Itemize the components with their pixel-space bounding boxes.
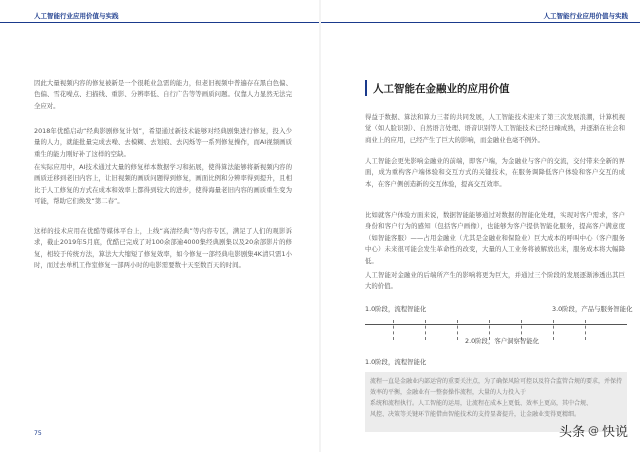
timeline-stage-2: 2.0阶段，客户洞察智能化 [465, 337, 540, 345]
left-paragraph-2: 2018年优酷启动“经典影剧修复计划”，希望通过新技术能够对经典剧集进行修复，投入少量的人力，就能批量完成去噪、去模糊、去划痕、去闪烁等一系列修复操作，而AI视频画质重生的能力刚好补了这样的空缺。 [34, 127, 292, 158]
watermark [559, 421, 628, 440]
highlight-box-line-1: 流程一直是金融业内部运营的重要关注点，为了确保风险可控以及符合监管合规的要求，并保持效率的平衡，金融业有一整套操作流程，大量的人力投入于 [370, 378, 623, 396]
left-paragraph-3: 在实际应用中，AI技术通过大量的修复样本数据学习和拓展，使得算法能够将新视频内容的画质迁移到老旧内容上，让旧视频的画质问题得到修复，画面比例和分辨率得到提升，且相比于人工修复的方式在成本和效率上都得到较大的进步，使得海量老旧内容的画质重生变为可能，帮助它们焕发“第二春”。 [34, 163, 292, 206]
left-page [0, 0, 319, 452]
right-header-title: 人工智能行业应用价值与实践 [543, 12, 628, 20]
watermark-left: 头条 [558, 425, 585, 440]
timeline-marker-1 [393, 320, 394, 340]
section-heading [365, 80, 510, 96]
right-paragraph-3: 比如就客户体验方面来说，数据智能能够通过对数据的智能化处理，实现对客户需求，客户身份和客户行为的感知（包括客户画像），也能够为客户提供智能化服务，提高客户满意度（如智能客服）——占用金融业（尤其是金融业和保险业）巨大成本的呼叫中心（客户服务中心）未来很可能会发生革命性的改变，大量的人工业务将被解放出来，服务成本将大幅降低。 [365, 211, 625, 265]
timeline-marker-2 [425, 320, 426, 340]
section-heading-text: 人工智能在金融业的应用价值 [373, 82, 510, 95]
timeline-marker-3 [457, 320, 458, 340]
right-paragraph-2: 人工智能会更先影响金融业的前端，即客户端，为金融业与客户的交流，交付带来全新的界面，成为重构客户端体验和交互方式的关键技术，在服务调降低客户体验和客户交互的成本，在客户侧创造新的交互体验，提高交互效率。 [365, 157, 625, 188]
watermark-sep: @ [587, 424, 599, 437]
timeline-marker-6 [553, 320, 554, 340]
left-paragraph-4: 这样的技术应用在优酷等媒体平台上，上线“高清经典”等内容专区，满足了人们的观影诉求，截止2019年5月底，优酷已完成了对100余部逾4000集经典剧集以及20余部影片的修复，相较于传统方法，算法大大缩短了修复效率，如今修复一部经典电影剧集4K清只需1小时，而过去单机工作室修复一部两小时的电影需要数十天至数百天的时间。 [34, 227, 292, 270]
timeline-axis [365, 324, 627, 325]
right-paragraph-1: 得益于数据、算法和算力三者的共同发展，人工智能技术迎来了第三次发展浪潮，计算机视觉（如人脸识别）、自然语言处理、语音识别等人工智能技术已经日臻成熟，并逐渐在社会和商业上的应用，已经产生了巨大的影响，而金融业也毫不例外。 [365, 113, 625, 144]
page-number: 75 [34, 430, 42, 437]
left-paragraph-1: 因此大量视频内容的修复被新是一个很耗业急需的能力，但老旧视频中普遍存在黑白色偏、色偏、雪花噪点、扫描线、重影、分辨率低、自行广告等等画质问题。仅靠人力显然无法完全应对。 [34, 79, 292, 110]
right-page [321, 0, 640, 452]
right-paragraph-4: 人工智能对金融业的后端所产生的影响将更为巨大，并通过三个阶段的发展逐渐渗透出其巨大的价值。 [365, 271, 625, 291]
heading-accent-bar [365, 80, 367, 96]
sub-heading: 1.0阶段，流程智能化 [365, 358, 427, 366]
timeline-stage-1: 1.0阶段，流程智能化 [365, 305, 427, 313]
timeline-stage-3: 3.0阶段，产品与服务智能化 [552, 305, 633, 313]
watermark-right: 快说 [601, 425, 628, 440]
left-header-title: 人工智能行业应用价值与实践 [34, 12, 119, 20]
left-header-rule [0, 22, 319, 23]
right-header-rule [321, 22, 640, 23]
highlight-box-line-2: 系统和流程执行。人工智能的运用，让流程在成本上更低、效率上更高，其中合规、 [370, 400, 593, 407]
timeline-marker-7 [585, 320, 586, 340]
highlight-box-line-3: 风控、决策等关键环节能借由智能技术的支持显著提升，让金融业变得更精细。 [370, 411, 581, 418]
